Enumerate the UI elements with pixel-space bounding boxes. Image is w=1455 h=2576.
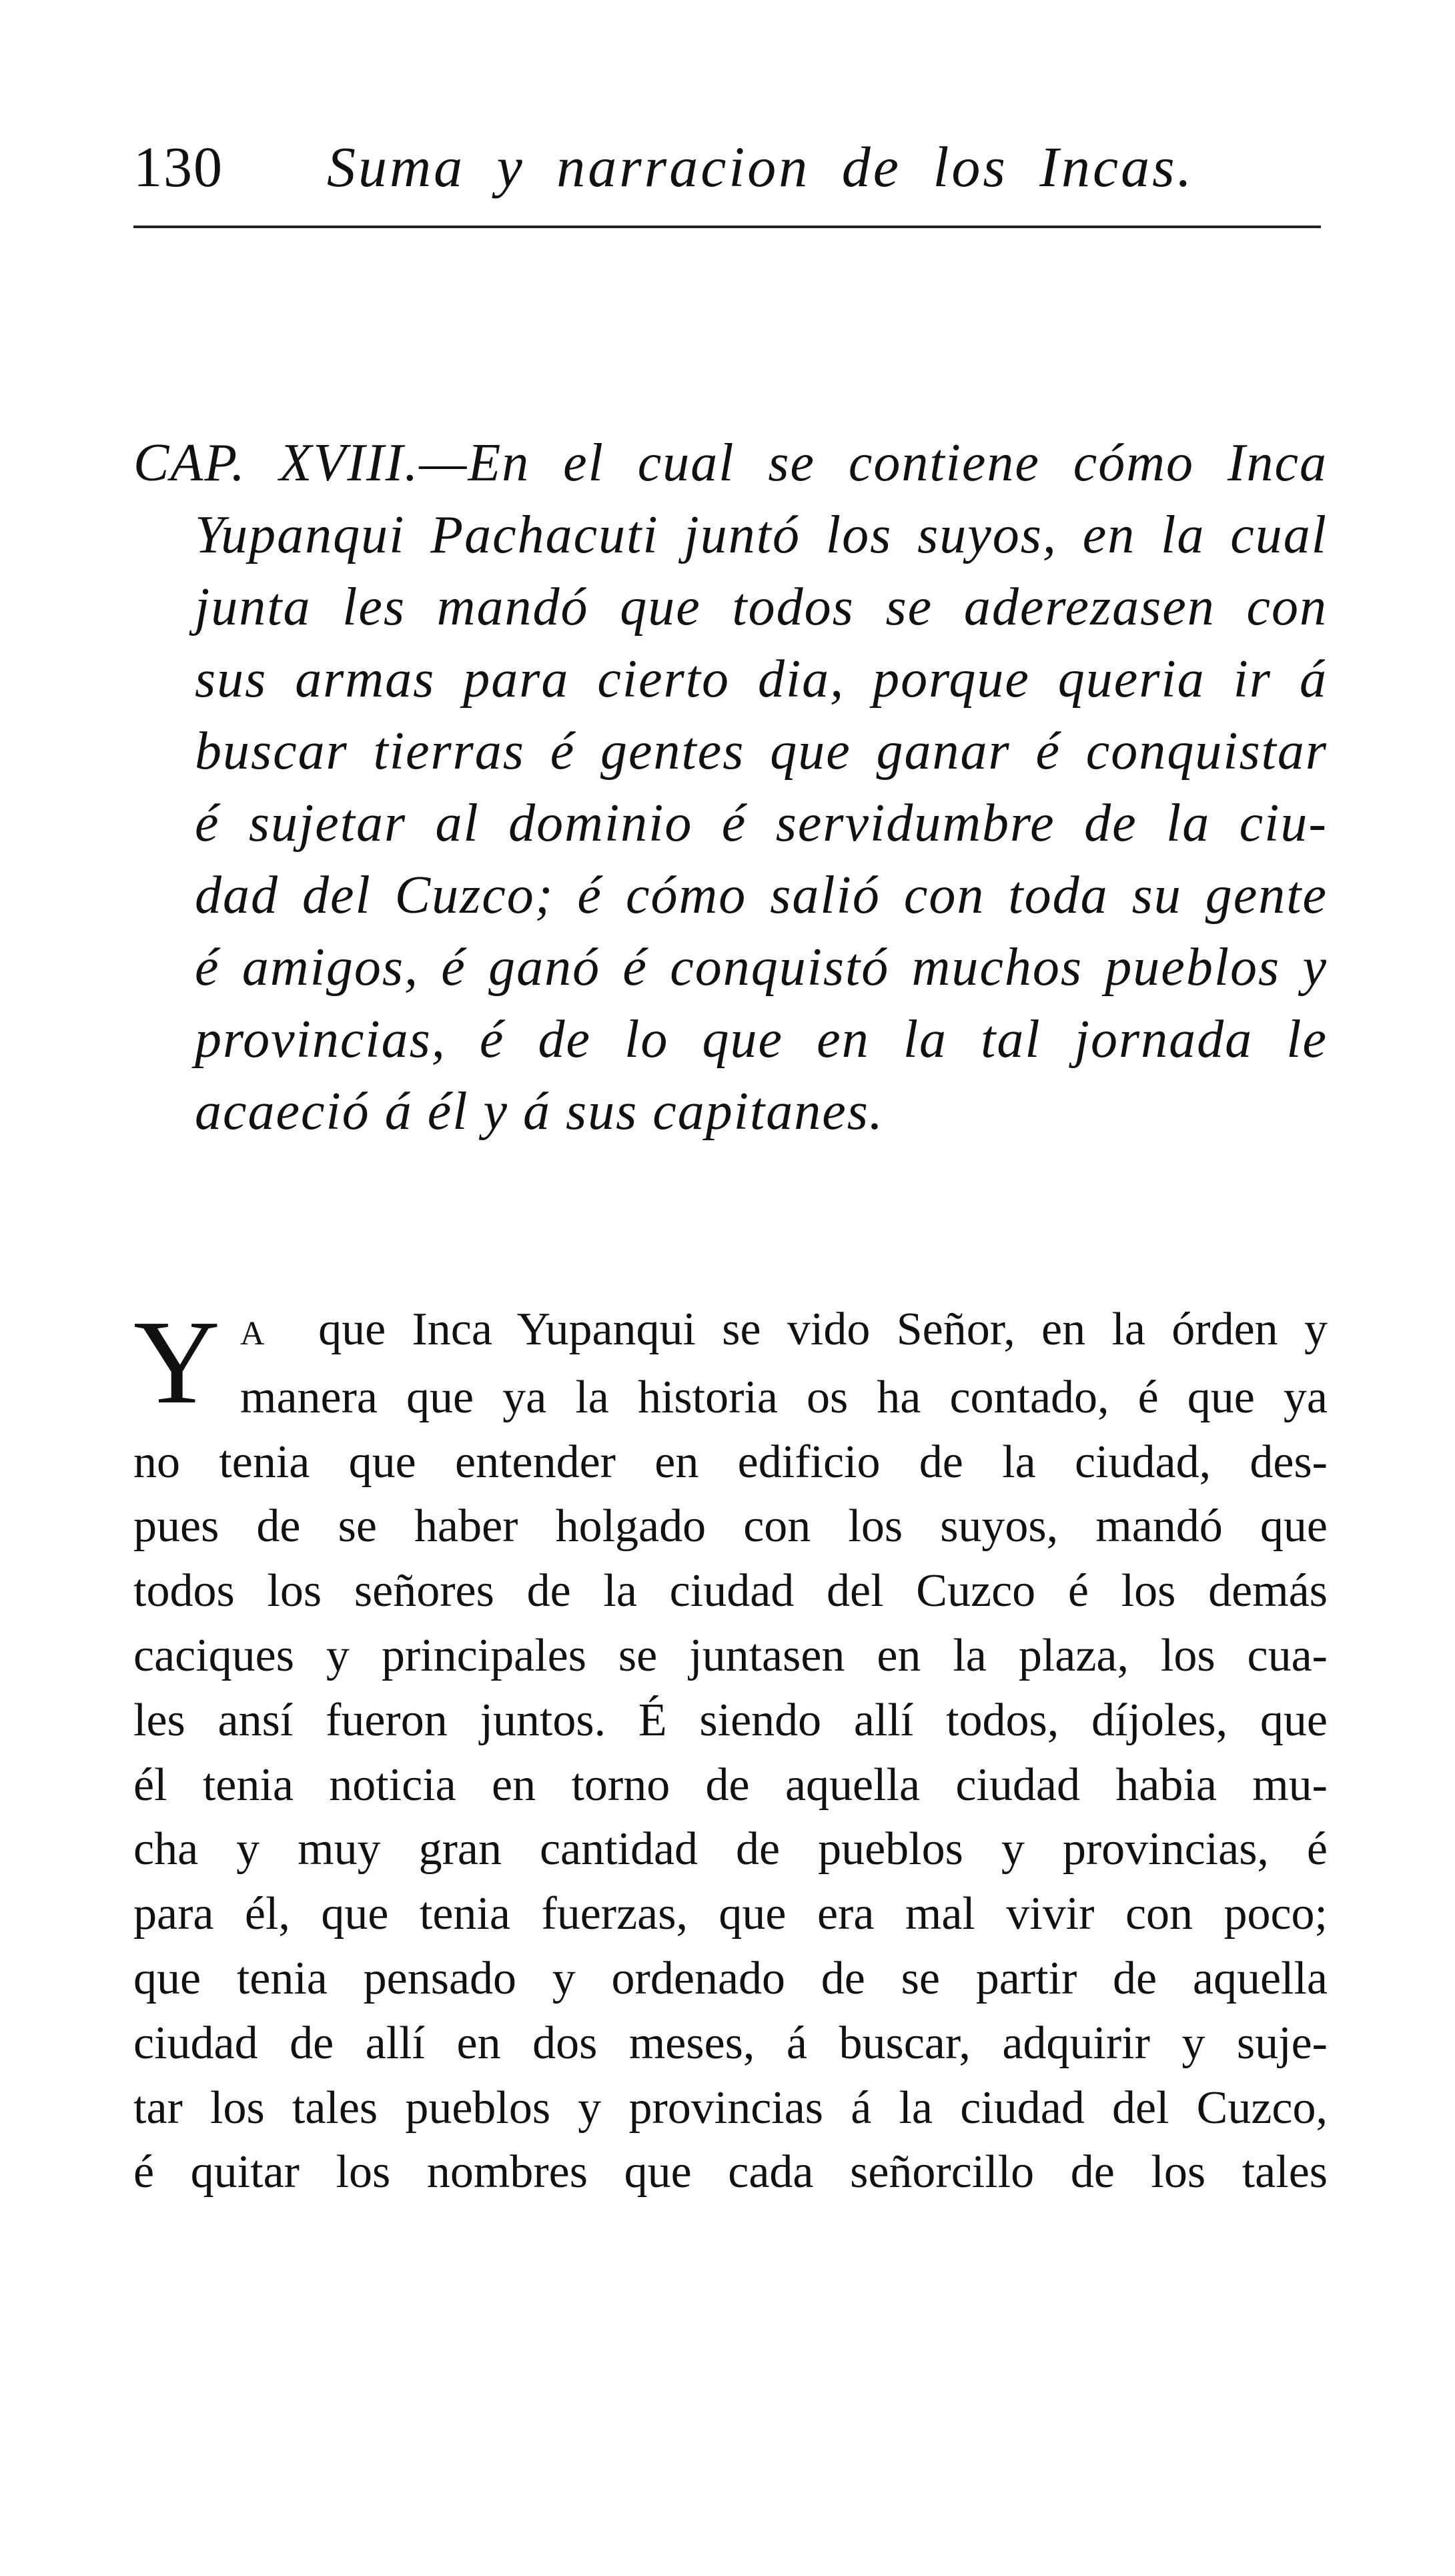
chapter-heading-line: CAP. XVIII.—En el cual se contiene cómo Inca: [133, 434, 1328, 492]
body-line: les ansí fueron juntos. É siendo allí todos, díjoles, que: [133, 1694, 1328, 1746]
running-head: [133, 127, 1321, 207]
chapter-heading-line: é sujetar al dominio é servidumbre de la ciu-: [195, 794, 1328, 853]
body-line: manera que ya la historia os ha contado, é que ya: [240, 1371, 1328, 1423]
body-line: caciques y principales se juntasen en la plaza, los cua-: [133, 1629, 1328, 1681]
chapter-heading: [133, 427, 1328, 1148]
chapter-heading-line: junta les mandó que todos se aderezasen con: [195, 578, 1328, 636]
drop-cap: Y: [133, 1296, 220, 1428]
body-line: cha y muy gran cantidad de pueblos y provincias, é: [133, 1823, 1328, 1875]
first-word-small-caps: A: [240, 1314, 266, 1352]
chapter-heading-line: provincias, é de lo que en la tal jornada le: [195, 1010, 1328, 1069]
body-paragraph: [133, 1298, 1328, 2205]
chapter-heading-line: buscar tierras é gentes que ganar é conquistar: [195, 722, 1328, 781]
body-line: que tenia pensado y ordenado de se partir de aquella: [133, 1952, 1328, 2004]
body-line: todos los señores de la ciudad del Cuzco é los demás: [133, 1565, 1328, 1617]
body-line-text: que Inca Yupanqui se vido Señor, en la órden y: [318, 1304, 1328, 1355]
body-line: ciudad de allí en dos meses, á buscar, adquirir y suje-: [133, 2017, 1328, 2069]
page-number: 130: [133, 135, 223, 199]
chapter-heading-line: acaeció á él y á sus capitanes.: [195, 1082, 884, 1141]
body-line: para él, que tenia fuerzas, que era mal vivir con poco;: [133, 1888, 1328, 1940]
chapter-heading-line: Yupanqui Pachacuti juntó los suyos, en la cual: [195, 506, 1328, 564]
header-rule: [133, 226, 1321, 228]
chapter-heading-line: dad del Cuzco; é cómo salió con toda su gente: [195, 866, 1328, 925]
body-line: pues de se haber holgado con los suyos, mandó que: [133, 1500, 1328, 1553]
body-line: no tenia que entender en edificio de la ciudad, des-: [133, 1436, 1328, 1488]
body-line: él tenia noticia en torno de aquella ciudad habia mu-: [133, 1759, 1328, 1811]
chapter-heading-line: sus armas para cierto dia, porque queria ir á: [195, 650, 1328, 709]
running-title: Suma y narracion de los Incas.: [327, 135, 1195, 199]
body-line: [133, 1298, 1328, 1366]
chapter-heading-line: é amigos, é ganó é conquistó muchos pueblos y: [195, 938, 1328, 997]
body-line: é quitar los nombres que cada señorcillo de los tales: [133, 2146, 1328, 2198]
body-line: tar los tales pueblos y provincias á la ciudad del Cuzco,: [133, 2082, 1328, 2134]
